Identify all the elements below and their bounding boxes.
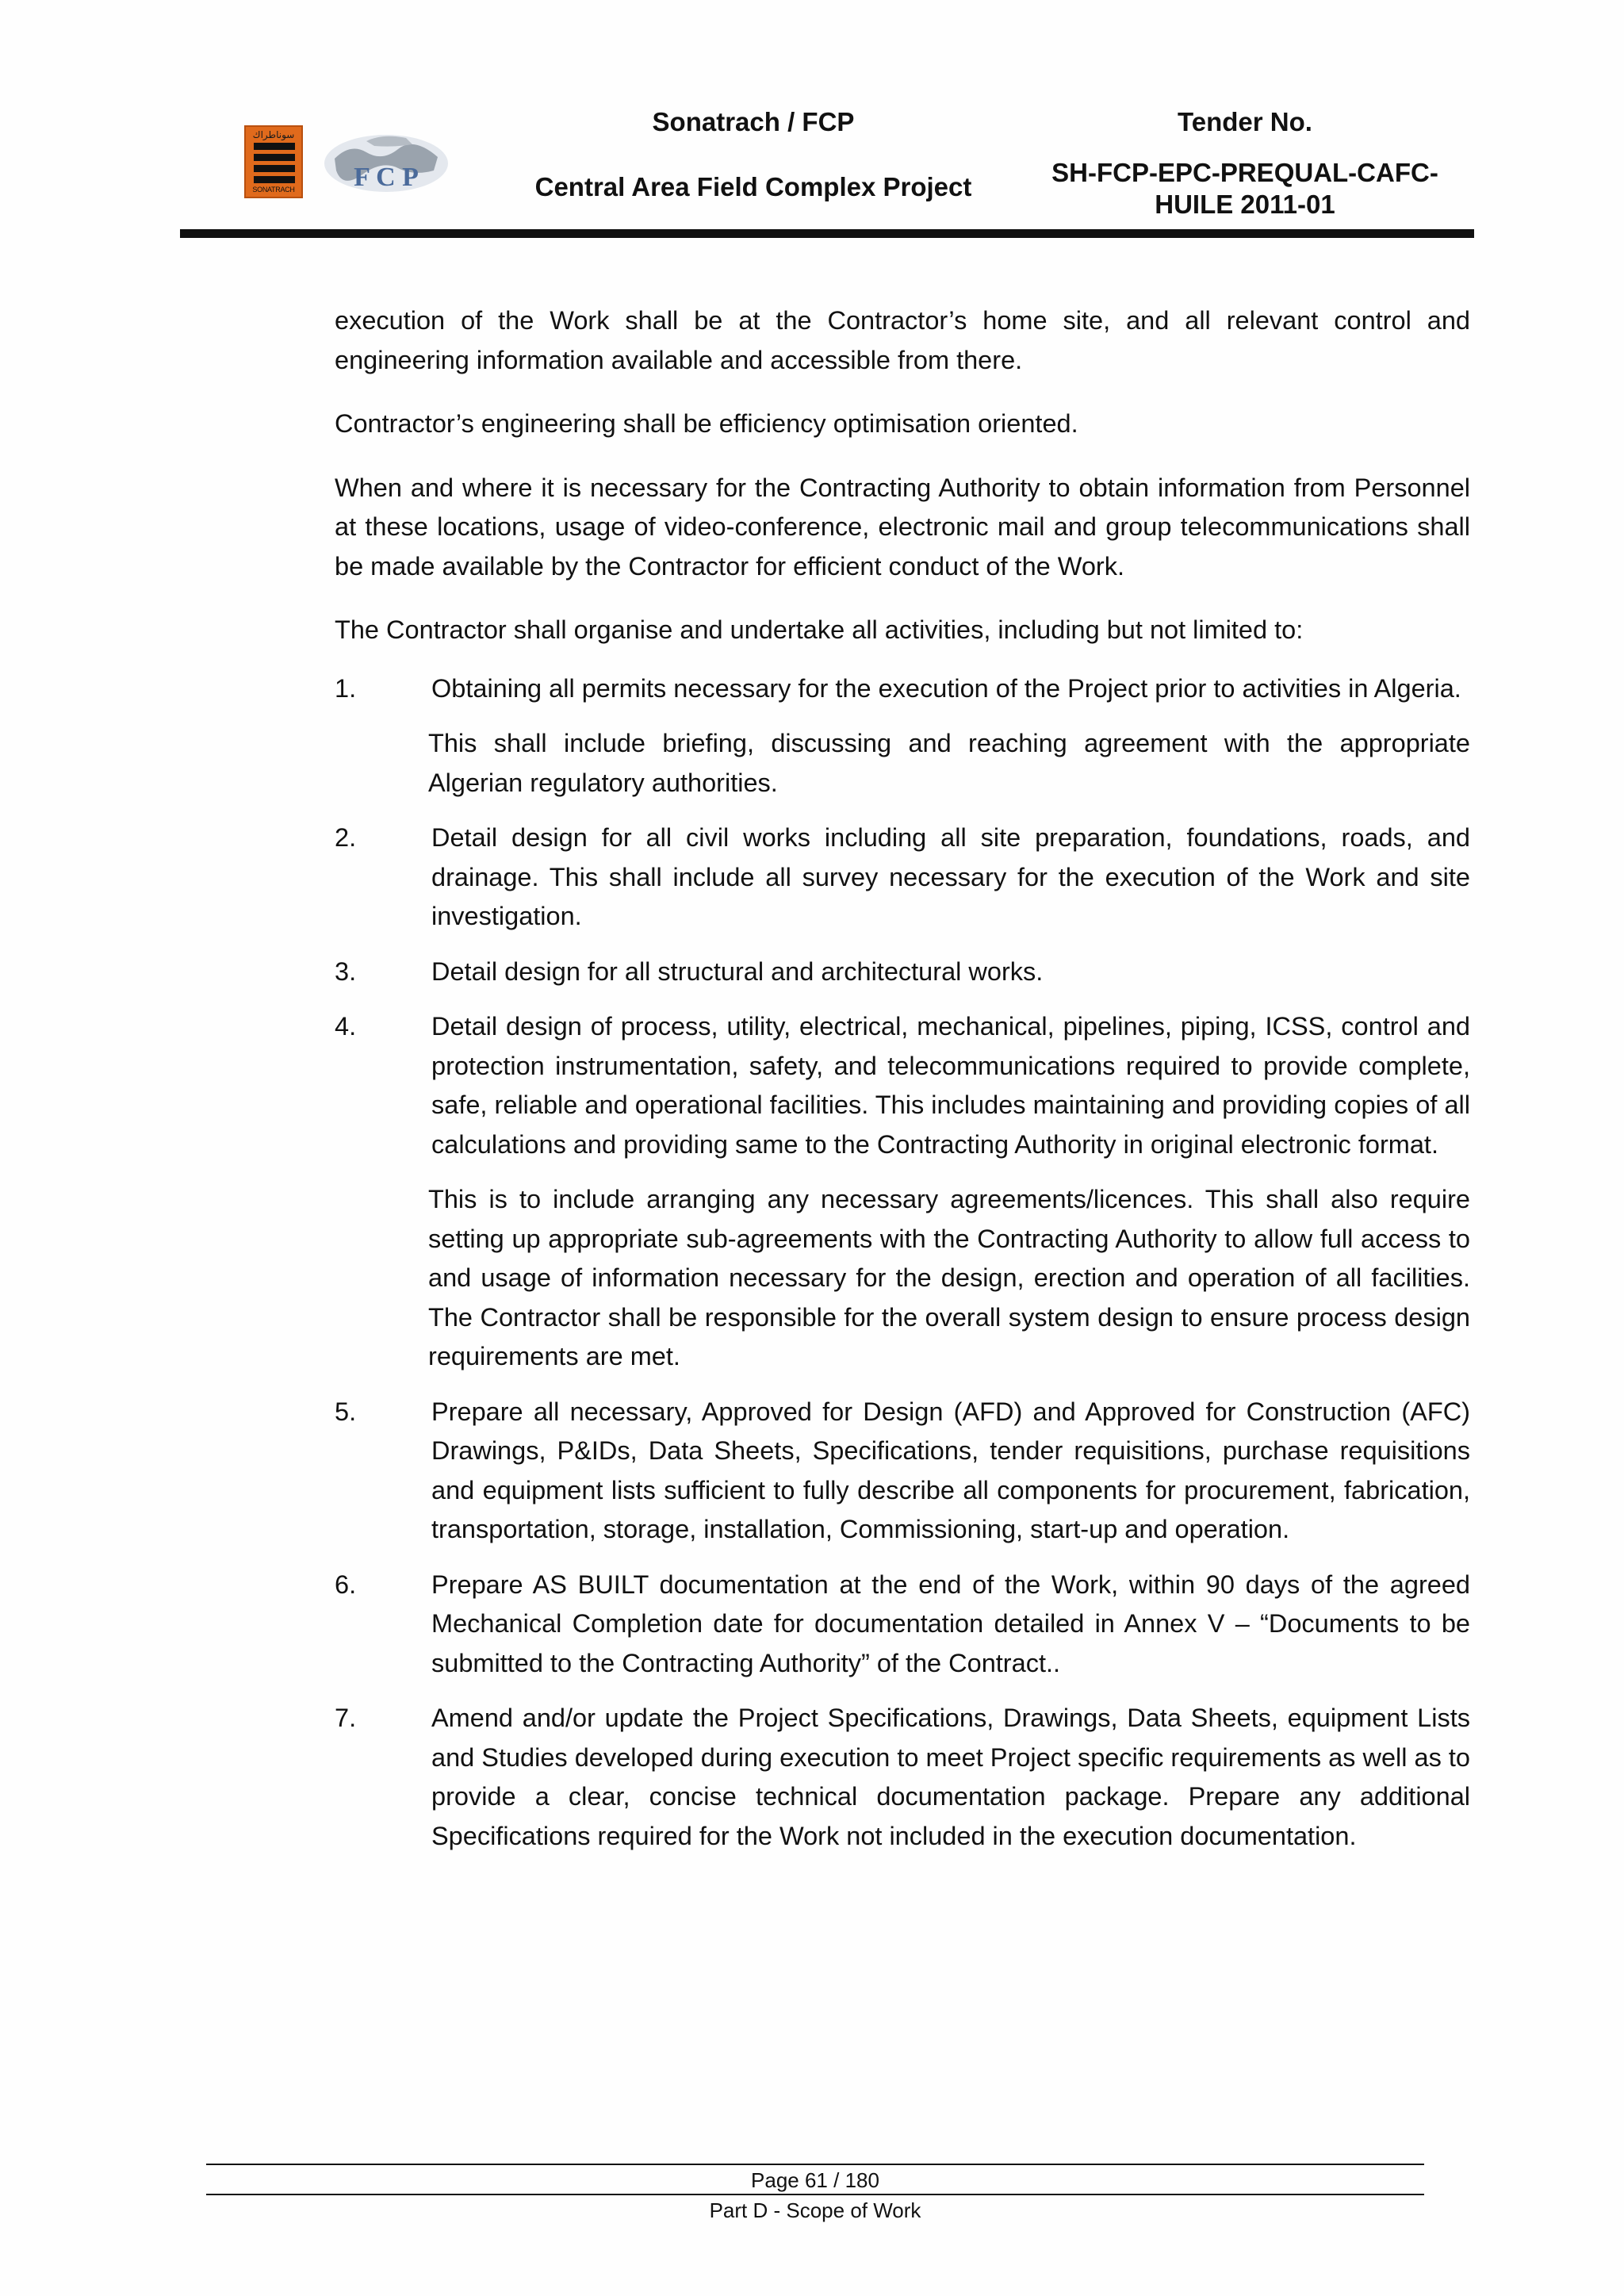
list-item [335,818,1470,937]
sonatrach-logo-arabic: سوناطراك [252,129,295,140]
footer-divider-top [206,2164,1424,2165]
list-item-number: 4. [335,1012,357,1041]
list-item [335,953,1470,992]
footer-divider-bottom [206,2194,1424,2195]
list-item [335,1007,1470,1164]
paragraph: When and where it is necessary for the Contracting Authority to obtain information from Personnel at these locations, usage of video-conference, electronic mail and group telecommunications shall be made available by the Contractor for efficient conduct of the Work. [335,473,1470,581]
list-item [335,1393,1470,1550]
list-item-text: Prepare AS BUILT documentation at the end of the Work, within 90 days of the agreed Mechanical Completion date for documentation detailed in Annex V – “Documents to be submitted to the Contracting Authority” of the Contract.. [431,1570,1470,1677]
page-header [0,0,1624,246]
list-item-subparagraph: This shall include briefing, discussing and reaching agreement with the appropriate Algerian regulatory authorities. [428,729,1470,797]
paragraph: execution of the Work shall be at the Contractor’s home site, and all relevant control and engineering information available and accessible from there. [335,306,1470,374]
paragraph: Contractor’s engineering shall be efficiency optimisation oriented. [335,409,1078,438]
list-item-number: 3. [335,956,357,986]
sonatrach-logo [244,125,303,198]
header-company: Sonatrach / FCP [652,107,855,136]
list-item-text: Amend and/or update the Project Specifications, Drawings, Data Sheets, equipment Lists and Studies developed during execution to meet Project specific requirements as well as to provide a clear, concise technical documentation package. Prepare any additional Specifications required for the Work not included in the execution documentation. [431,1704,1470,1850]
list-item-number: 2. [335,823,357,852]
list-item-text: Detail design for all civil works including all site preparation, foundations, roads, and drainage. This shall include all survey necessary for the execution of the Work and site investigation. [431,823,1470,930]
list-item-number: 5. [335,1397,357,1426]
page-body [335,301,1470,1872]
list-item-number: 7. [335,1704,357,1732]
sonatrach-logo-wordmark: SONATRACH [252,186,295,194]
list-item-text: Detail design for all structural and architectural works. [431,956,1044,986]
fcp-logo [319,127,454,206]
list-intro: The Contractor shall organise and undertake all activities, including but not limited to: [335,615,1304,644]
list-item-text: Obtaining all permits necessary for the execution of the Project prior to activities in Algeria. [431,673,1461,703]
list-item-text: Prepare all necessary, Approved for Design (AFD) and Approved for Construction (AFC) Drawings, P&IDs, Data Sheets, Specifications, tender requisitions, purchase requisitions and equipment lists sufficient to fully describe all components for procurement, fabrication, transportation, storage, installation, Commissioning, start-up and operation. [431,1397,1470,1543]
footer-page-number: Page 61 / 180 [751,2168,879,2192]
header-project-name: Central Area Field Complex Project [534,172,972,201]
list-item-text: Detail design of process, utility, electrical, mechanical, pipelines, piping, ICSS, control and protection instrumentation, safety, and telecommunications required to provide complete, safe, reliable and operational facilities. This includes maintaining and providing copies of all calculations and providing same to the Contracting Authority in original electronic format. [431,1012,1470,1159]
list-item-number: 6. [335,1570,357,1599]
fcp-logo-text: F C P [354,163,419,192]
list-item [335,1699,1470,1856]
list-item [335,1566,1470,1684]
sonatrach-emblem-icon [254,143,295,184]
header-tender-number: SH-FCP-EPC-PREQUAL-CAFC-HUILE 2011-01 [1051,158,1438,219]
list-item [335,669,1470,709]
header-tender-label: Tender No. [1178,107,1312,136]
list-item-subparagraph: This is to include arranging any necessary agreements/licences. This shall also require setting up appropriate sub-agreements with the Contracting Authority to allow full access to and usage of information necessary for the design, erection and operation of all facilities. The Contractor shall be responsible for the overall system design to ensure process design requirements are met. [428,1185,1470,1370]
list-item-number: 1. [335,673,357,703]
footer-section: Part D - Scope of Work [709,2198,921,2222]
header-divider [180,229,1474,238]
